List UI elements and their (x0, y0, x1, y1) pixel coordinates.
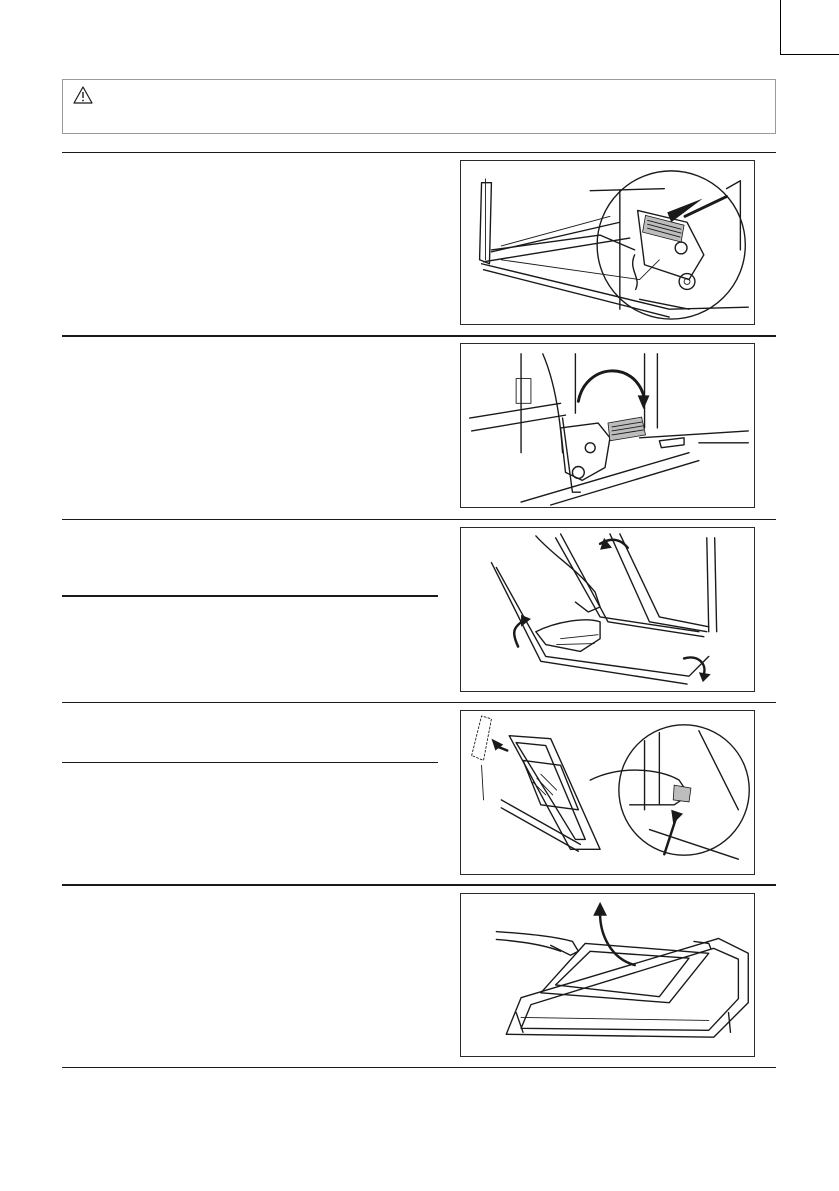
figure-lift-door (460, 527, 755, 692)
rule-step-4 (62, 884, 776, 886)
rule-top (62, 152, 776, 153)
figure-hinge-lever (460, 160, 755, 325)
figure-remove-trim (460, 710, 755, 875)
rule-step-1 (62, 335, 776, 337)
warning-triangle-icon (73, 86, 93, 104)
figure-hinge-rotate (460, 343, 755, 508)
rule-step-4-inner (62, 762, 438, 763)
crop-mark-right (780, 54, 839, 55)
warning-box (62, 79, 776, 134)
crop-mark-top (780, 0, 781, 54)
figure-remove-glass (460, 893, 755, 1057)
rule-step-2 (62, 519, 776, 520)
rule-step-3 (62, 702, 776, 703)
rule-bottom (62, 1067, 776, 1068)
rule-step-3-inner (62, 595, 438, 597)
